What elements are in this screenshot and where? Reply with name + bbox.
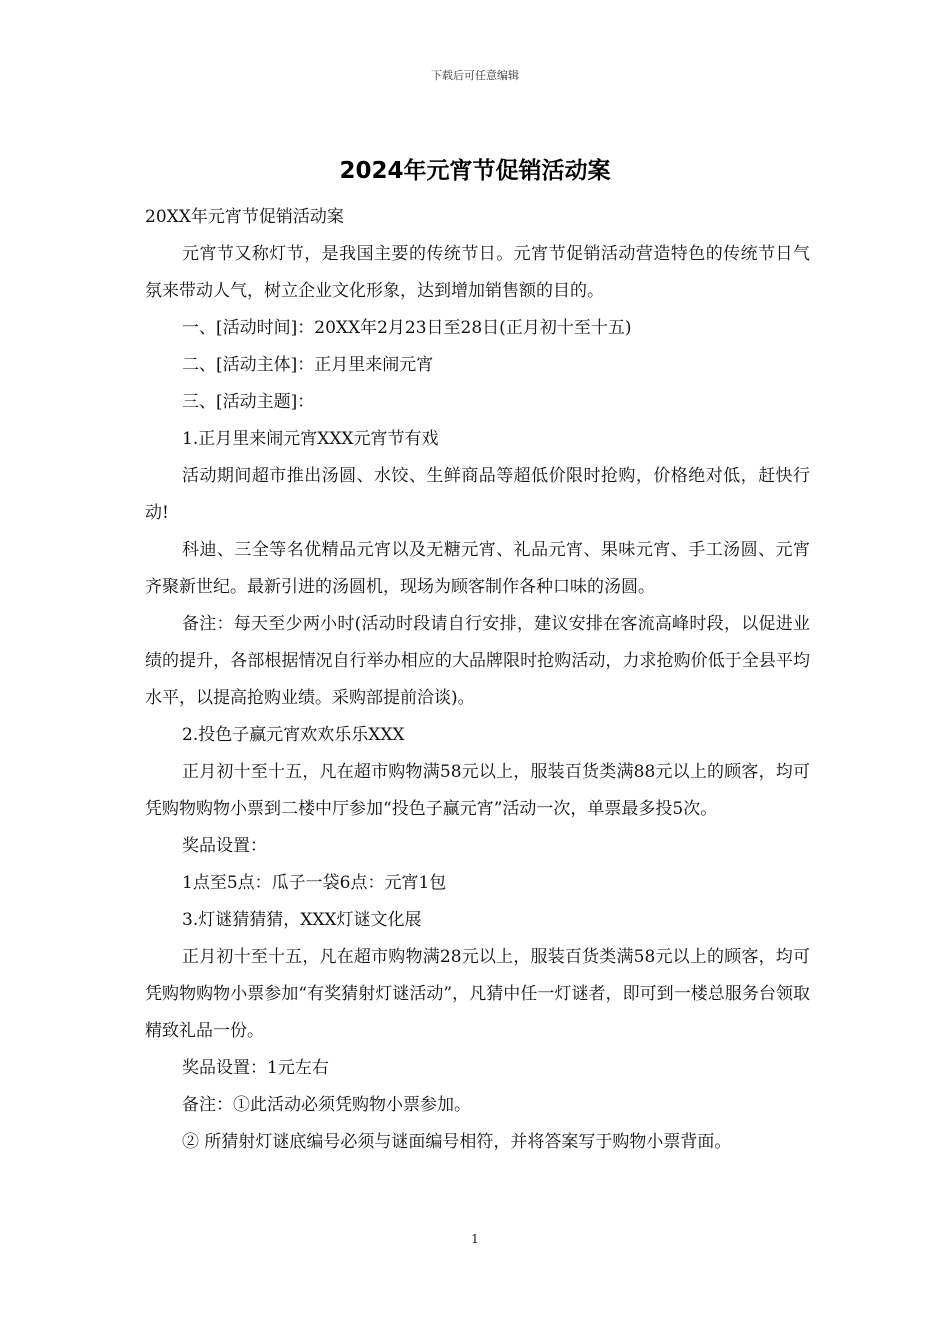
paragraph-section-1-heading: 1.正月里来闹元宵XXX元宵节有戏 (182, 429, 439, 449)
paragraph-section-2-body: 正月初十至十五，凡在超市购物满58元以上，服装百货类满88元以上的顾客，均可凭购物购物小票到二楼中厅参加“投色子赢元宵”活动一次，单票最多投5次。 (145, 762, 810, 819)
paragraph-activity-theme: 三、[活动主题]： (182, 392, 315, 412)
paragraph-section-3-body: 正月初十至十五，凡在超市购物满28元以上，服装百货类满58元以上的顾客，均可凭购物购物小票参加“有奖猜射灯谜活动”，凡猜中任一灯谜者，即可到一楼总服务台领取精致礼品一份。 (145, 947, 810, 1041)
paragraph-section-3-heading: 3.灯谜猜猜猜，XXX灯谜文化展 (182, 910, 422, 930)
document-body (145, 199, 810, 1161)
document-title: 2024年元宵节促销活动案 (339, 158, 611, 184)
paragraph-section-2-heading: 2.投色子赢元宵欢欢乐乐XXX (182, 725, 405, 745)
paragraph-section-1-note: 备注：每天至少两小时(活动时段请自行安排，建议安排在客流高峰时段，以促进业绩的提升，各部根据情况自行举办相应的大品牌限时抢购活动，力求抢购价低于全县平均水平，以提高抢购业绩。采购部提前洽谈)。 (145, 614, 810, 708)
paragraph-activity-subject: 二、[活动主体]：正月里来闹元宵 (182, 355, 434, 375)
paragraph-section-3-prizes: 奖品设置：1元左右 (182, 1058, 329, 1078)
paragraph-section-2-prizes: 1点至5点：瓜子一袋6点：元宵1包 (182, 873, 447, 893)
paragraph-section-3-note-2: ② 所猜射灯谜底编号必须与谜面编号相符，并将答案写于购物小票背面。 (182, 1132, 732, 1152)
paragraph-section-1-products: 科迪、三全等名优精品元宵以及无糖元宵、礼品元宵、果味元宵、手工汤圆、元宵齐聚新世纪。最新引进的汤圆机，现场为顾客制作各种口味的汤圆。 (145, 540, 810, 597)
paragraph-section-3-note-1: 备注：①此活动必须凭购物小票参加。 (182, 1095, 471, 1115)
paragraph-subtitle: 20XX年元宵节促销活动案 (145, 207, 344, 227)
header-note: 下载后可任意编辑 (431, 69, 519, 82)
paragraph-section-2-prizes-label: 奖品设置： (182, 836, 267, 856)
paragraph-section-1-body: 活动期间超市推出汤圆、水饺、生鲜商品等超低价限时抢购，价格绝对低，赶快行动! (145, 466, 810, 523)
paragraph-intro: 元宵节又称灯节，是我国主要的传统节日。元宵节促销活动营造特色的传统节日气氛来带动人气，树立企业文化形象，达到增加销售额的目的。 (145, 244, 810, 301)
paragraph-activity-time: 一、[活动时间]：20XX年2月23日至28日(正月初十至十五) (182, 318, 632, 338)
page-number: 1 (471, 1232, 479, 1246)
